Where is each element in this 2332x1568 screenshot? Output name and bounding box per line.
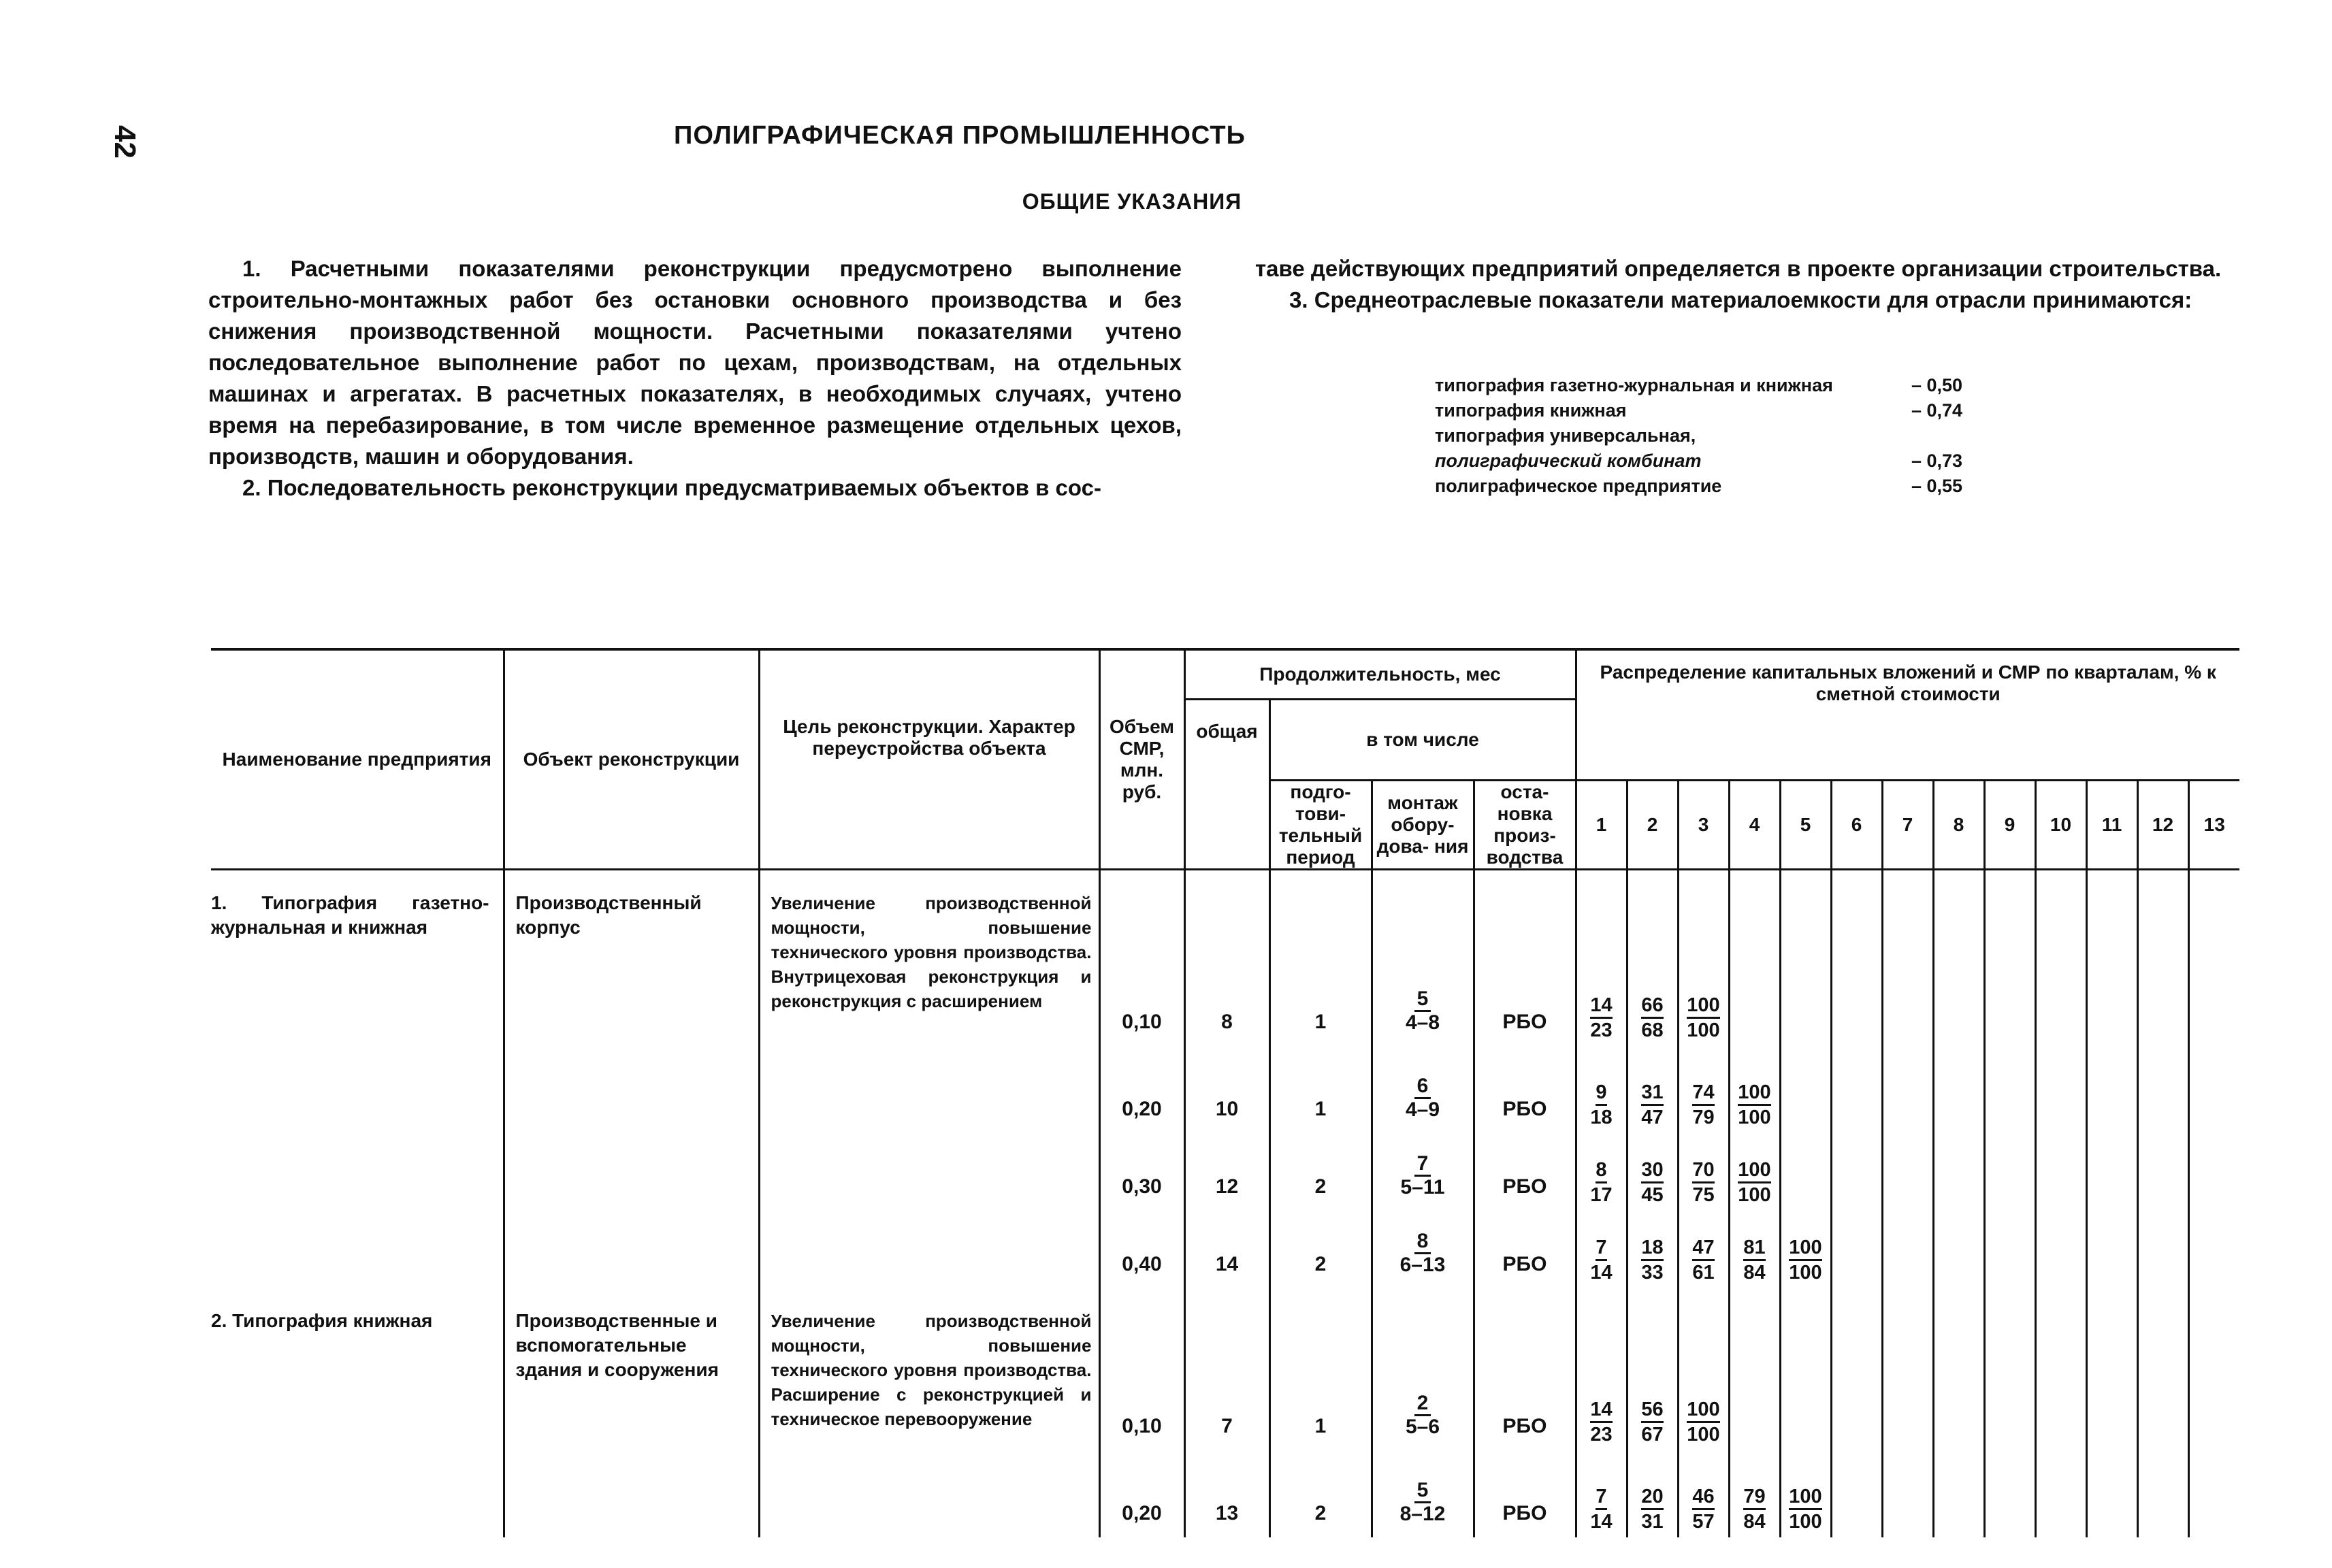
quarter-value: $\frac{31}{47}$ [1627, 1046, 1678, 1133]
header-enterprise: Наименование предприятия [211, 649, 504, 870]
quarter-value: $\frac{7}{14}$ [1576, 1211, 1627, 1288]
quarter-value [2188, 870, 2239, 1047]
quarter-value [1984, 1288, 2035, 1450]
quarter-value [1933, 1450, 1984, 1537]
quarter-value: $\frac{100}{100}$ [1678, 870, 1729, 1047]
quarter-value [1984, 1046, 2035, 1133]
quarter-value [1882, 1288, 1933, 1450]
quarter-value: $\frac{79}{84}$ [1729, 1450, 1780, 1537]
quarter-value [2035, 870, 2086, 1047]
quarter-value [1933, 1046, 1984, 1133]
header-distribution: Распределение капитальных вложений и СМР по кварталам, % к сметной стоимости [1576, 649, 2239, 781]
coefficient-list [1435, 373, 2007, 499]
quarter-value [1882, 1133, 1933, 1211]
text-column-left [208, 253, 1182, 504]
header-including: в том числе [1269, 700, 1576, 781]
prep-period: 1 [1269, 1046, 1372, 1133]
quarter-value [1780, 1133, 1831, 1211]
quarter-value [2137, 1133, 2188, 1211]
page-title: ПОЛИГРАФИЧЕСКАЯ ПРОМЫШЛЕННОСТЬ [674, 121, 1246, 150]
quarter-value: $\frac{74}{79}$ [1678, 1046, 1729, 1133]
quarter-value [1882, 1450, 1933, 1537]
quarter-value [1984, 1211, 2035, 1288]
mount-duration: $\frac{6}{4-9}$ [1372, 1046, 1474, 1133]
total-duration: 14 [1184, 1211, 1269, 1288]
quarter-value: $\frac{100}{100}$ [1729, 1133, 1780, 1211]
header-total: общая [1184, 700, 1269, 870]
volume-value: 0,10 [1099, 870, 1184, 1047]
quarter-value [2086, 1288, 2137, 1450]
quarter-5: 5 [1780, 781, 1831, 870]
volume-value: 0,30 [1099, 1133, 1184, 1211]
quarter-value [1831, 1450, 1882, 1537]
coefficient-row: типография книжная – 0,74 [1435, 400, 1963, 421]
table-row [211, 870, 2239, 1047]
section-subtitle: ОБЩИЕ УКАЗАНИЯ [1022, 189, 1242, 214]
total-duration: 13 [1184, 1450, 1269, 1537]
total-duration: 7 [1184, 1288, 1269, 1450]
quarter-value [1831, 870, 1882, 1047]
quarter-value [2137, 1288, 2188, 1450]
quarter-value [1882, 1046, 1933, 1133]
quarter-value [1984, 1133, 2035, 1211]
quarter-value [2188, 1450, 2239, 1537]
quarter-value [1933, 1133, 1984, 1211]
header-volume: Объем СМР, млн. руб. [1099, 649, 1184, 870]
quarter-value [2137, 1211, 2188, 1288]
header-stop: оста- новка произ- водства [1474, 781, 1576, 870]
quarter-value [2086, 1211, 2137, 1288]
table-row [211, 1288, 2239, 1450]
quarter-value [2188, 1211, 2239, 1288]
quarter-value [2188, 1288, 2239, 1450]
paragraph-2-end: таве действующих предприятий определяется в проекте организации строительства. [1255, 256, 2222, 281]
volume-value: 0,40 [1099, 1211, 1184, 1288]
quarter-value [1780, 1046, 1831, 1133]
quarter-value [2188, 1133, 2239, 1211]
quarter-value [2035, 1211, 2086, 1288]
quarter-value [2086, 870, 2137, 1047]
prep-period: 1 [1269, 870, 1372, 1047]
quarter-11: 11 [2086, 781, 2137, 870]
quarter-value: $\frac{56}{67}$ [1627, 1288, 1678, 1450]
prep-period: 2 [1269, 1133, 1372, 1211]
quarter-value [1780, 1288, 1831, 1450]
stop-production: РБО [1474, 1211, 1576, 1288]
coefficient-row: типография универсальная, [1435, 425, 1696, 446]
quarter-value [1882, 870, 1933, 1047]
quarter-value [1780, 870, 1831, 1047]
stop-production: РБО [1474, 1288, 1576, 1450]
quarter-12: 12 [2137, 781, 2188, 870]
stop-production: РБО [1474, 870, 1576, 1047]
prep-period: 2 [1269, 1211, 1372, 1288]
total-duration: 12 [1184, 1133, 1269, 1211]
enterprise-name: 1. Типография газетно-журнальная и книжная [211, 892, 489, 938]
prep-period: 1 [1269, 1288, 1372, 1450]
quarter-value [2137, 1046, 2188, 1133]
total-duration: 10 [1184, 1046, 1269, 1133]
quarter-6: 6 [1831, 781, 1882, 870]
header-mount: монтаж обору- дова- ния [1372, 781, 1474, 870]
page-number: 42 [108, 125, 142, 159]
quarter-value: $\frac{30}{45}$ [1627, 1133, 1678, 1211]
quarter-value [1831, 1046, 1882, 1133]
quarter-value: $\frac{9}{18}$ [1576, 1046, 1627, 1133]
volume-value: 0,10 [1099, 1288, 1184, 1450]
volume-value: 0,20 [1099, 1450, 1184, 1537]
quarter-value [2035, 1133, 2086, 1211]
quarter-2: 2 [1627, 781, 1678, 870]
object-name: Производственный корпус [504, 870, 759, 1289]
header-duration: Продолжительность, мес [1184, 649, 1576, 700]
quarter-value [1831, 1211, 1882, 1288]
quarter-value: $\frac{8}{17}$ [1576, 1133, 1627, 1211]
quarter-value: $\frac{100}{100}$ [1729, 1046, 1780, 1133]
paragraph-1: 1. Расчетными показателями реконструкции предусмотрено выполнение строительно-монтажных работ без остановки основного производства и без снижения производственной мощности. Расчетными показателями учтено последовательное выполнение работ по цехам, производствам, на отдельных машинах и агрегатах. В расчетных показателях, в необходимых случаях, учтено время на перебазирование, в том числе временное размещение отдельных цехов, производств, машин и оборудования. [208, 256, 1182, 469]
quarter-value: $\frac{7}{14}$ [1576, 1450, 1627, 1537]
total-duration: 8 [1184, 870, 1269, 1047]
coefficient-row: типография газетно-журнальная и книжная – 0,50 [1435, 375, 1963, 395]
quarter-value [1882, 1211, 1933, 1288]
quarter-value: $\frac{47}{61}$ [1678, 1211, 1729, 1288]
quarter-value [1984, 870, 2035, 1047]
quarter-7: 7 [1882, 781, 1933, 870]
mount-duration: $\frac{7}{5-11}$ [1372, 1133, 1474, 1211]
quarter-value [2086, 1046, 2137, 1133]
stop-production: РБО [1474, 1046, 1576, 1133]
quarter-value: $\frac{20}{31}$ [1627, 1450, 1678, 1537]
quarter-8: 8 [1933, 781, 1984, 870]
quarter-value [1984, 1450, 2035, 1537]
header-object: Объект реконструкции [504, 649, 759, 870]
quarter-value: $\frac{100}{100}$ [1678, 1288, 1729, 1450]
quarter-value [1831, 1288, 1882, 1450]
coefficient-row: полиграфический комбинат – 0,73 [1435, 451, 1963, 471]
reconstruction-table [211, 648, 2239, 1537]
header-prep: подго- тови- тельный период [1269, 781, 1372, 870]
text-column-right [1255, 253, 2229, 316]
object-name: Производственные и вспомогательные здания и сооружения [504, 1288, 759, 1537]
quarter-value [2188, 1046, 2239, 1133]
quarter-value: $\frac{66}{68}$ [1627, 870, 1678, 1047]
quarter-value [1831, 1133, 1882, 1211]
goal-text: Увеличение производственной мощности, повышение технического уровня производства. Расширение с реконструкцией и техническое перевооружение [759, 1288, 1099, 1537]
quarter-1: 1 [1576, 781, 1627, 870]
quarter-value [2035, 1288, 2086, 1450]
quarter-value [2035, 1046, 2086, 1133]
volume-value: 0,20 [1099, 1046, 1184, 1133]
paragraph-3: 3. Среднеотраслевые показатели материалоемкости для отрасли принимаются: [1289, 287, 2192, 312]
quarter-value [1933, 870, 1984, 1047]
mount-duration: $\frac{8}{6-13}$ [1372, 1211, 1474, 1288]
coefficient-row: полиграфическое предприятие – 0,55 [1435, 476, 1963, 496]
quarter-value [2086, 1133, 2137, 1211]
mount-duration: $\frac{2}{5-6}$ [1372, 1288, 1474, 1450]
mount-duration: $\frac{5}{8-12}$ [1372, 1450, 1474, 1537]
prep-period: 2 [1269, 1450, 1372, 1537]
quarter-9: 9 [1984, 781, 2035, 870]
quarter-value [1729, 870, 1780, 1047]
table-body [211, 870, 2239, 1538]
quarter-4: 4 [1729, 781, 1780, 870]
quarter-value [1933, 1211, 1984, 1288]
quarter-value: $\frac{81}{84}$ [1729, 1211, 1780, 1288]
quarter-value: $\frac{46}{57}$ [1678, 1450, 1729, 1537]
quarter-value: $\frac{18}{33}$ [1627, 1211, 1678, 1288]
quarter-value [2137, 870, 2188, 1047]
goal-text: Увеличение производственной мощности, повышение технического уровня производства. Внутрицеховая реконструкция и реконструкция с расширением [759, 870, 1099, 1289]
quarter-3: 3 [1678, 781, 1729, 870]
quarter-value [2035, 1450, 2086, 1537]
enterprise-name: 2. Типография книжная [211, 1310, 433, 1331]
stop-production: РБО [1474, 1450, 1576, 1537]
quarter-value: $\frac{100}{100}$ [1780, 1211, 1831, 1288]
mount-duration: $\frac{5}{4-8}$ [1372, 870, 1474, 1047]
stop-production: РБО [1474, 1133, 1576, 1211]
quarter-value [1729, 1288, 1780, 1450]
quarter-value [2137, 1450, 2188, 1537]
header-goal: Цель реконструкции. Характер переустройства объекта [759, 649, 1099, 870]
quarter-value: $\frac{14}{23}$ [1576, 870, 1627, 1047]
quarter-13: 13 [2188, 781, 2239, 870]
quarter-10: 10 [2035, 781, 2086, 870]
quarter-value [1933, 1288, 1984, 1450]
quarter-value: $\frac{14}{23}$ [1576, 1288, 1627, 1450]
quarter-value [2086, 1450, 2137, 1537]
quarter-value: $\frac{100}{100}$ [1780, 1450, 1831, 1537]
paragraph-2-start: 2. Последовательность реконструкции предусматриваемых объектов в сос- [242, 475, 1101, 500]
quarter-value: $\frac{70}{75}$ [1678, 1133, 1729, 1211]
